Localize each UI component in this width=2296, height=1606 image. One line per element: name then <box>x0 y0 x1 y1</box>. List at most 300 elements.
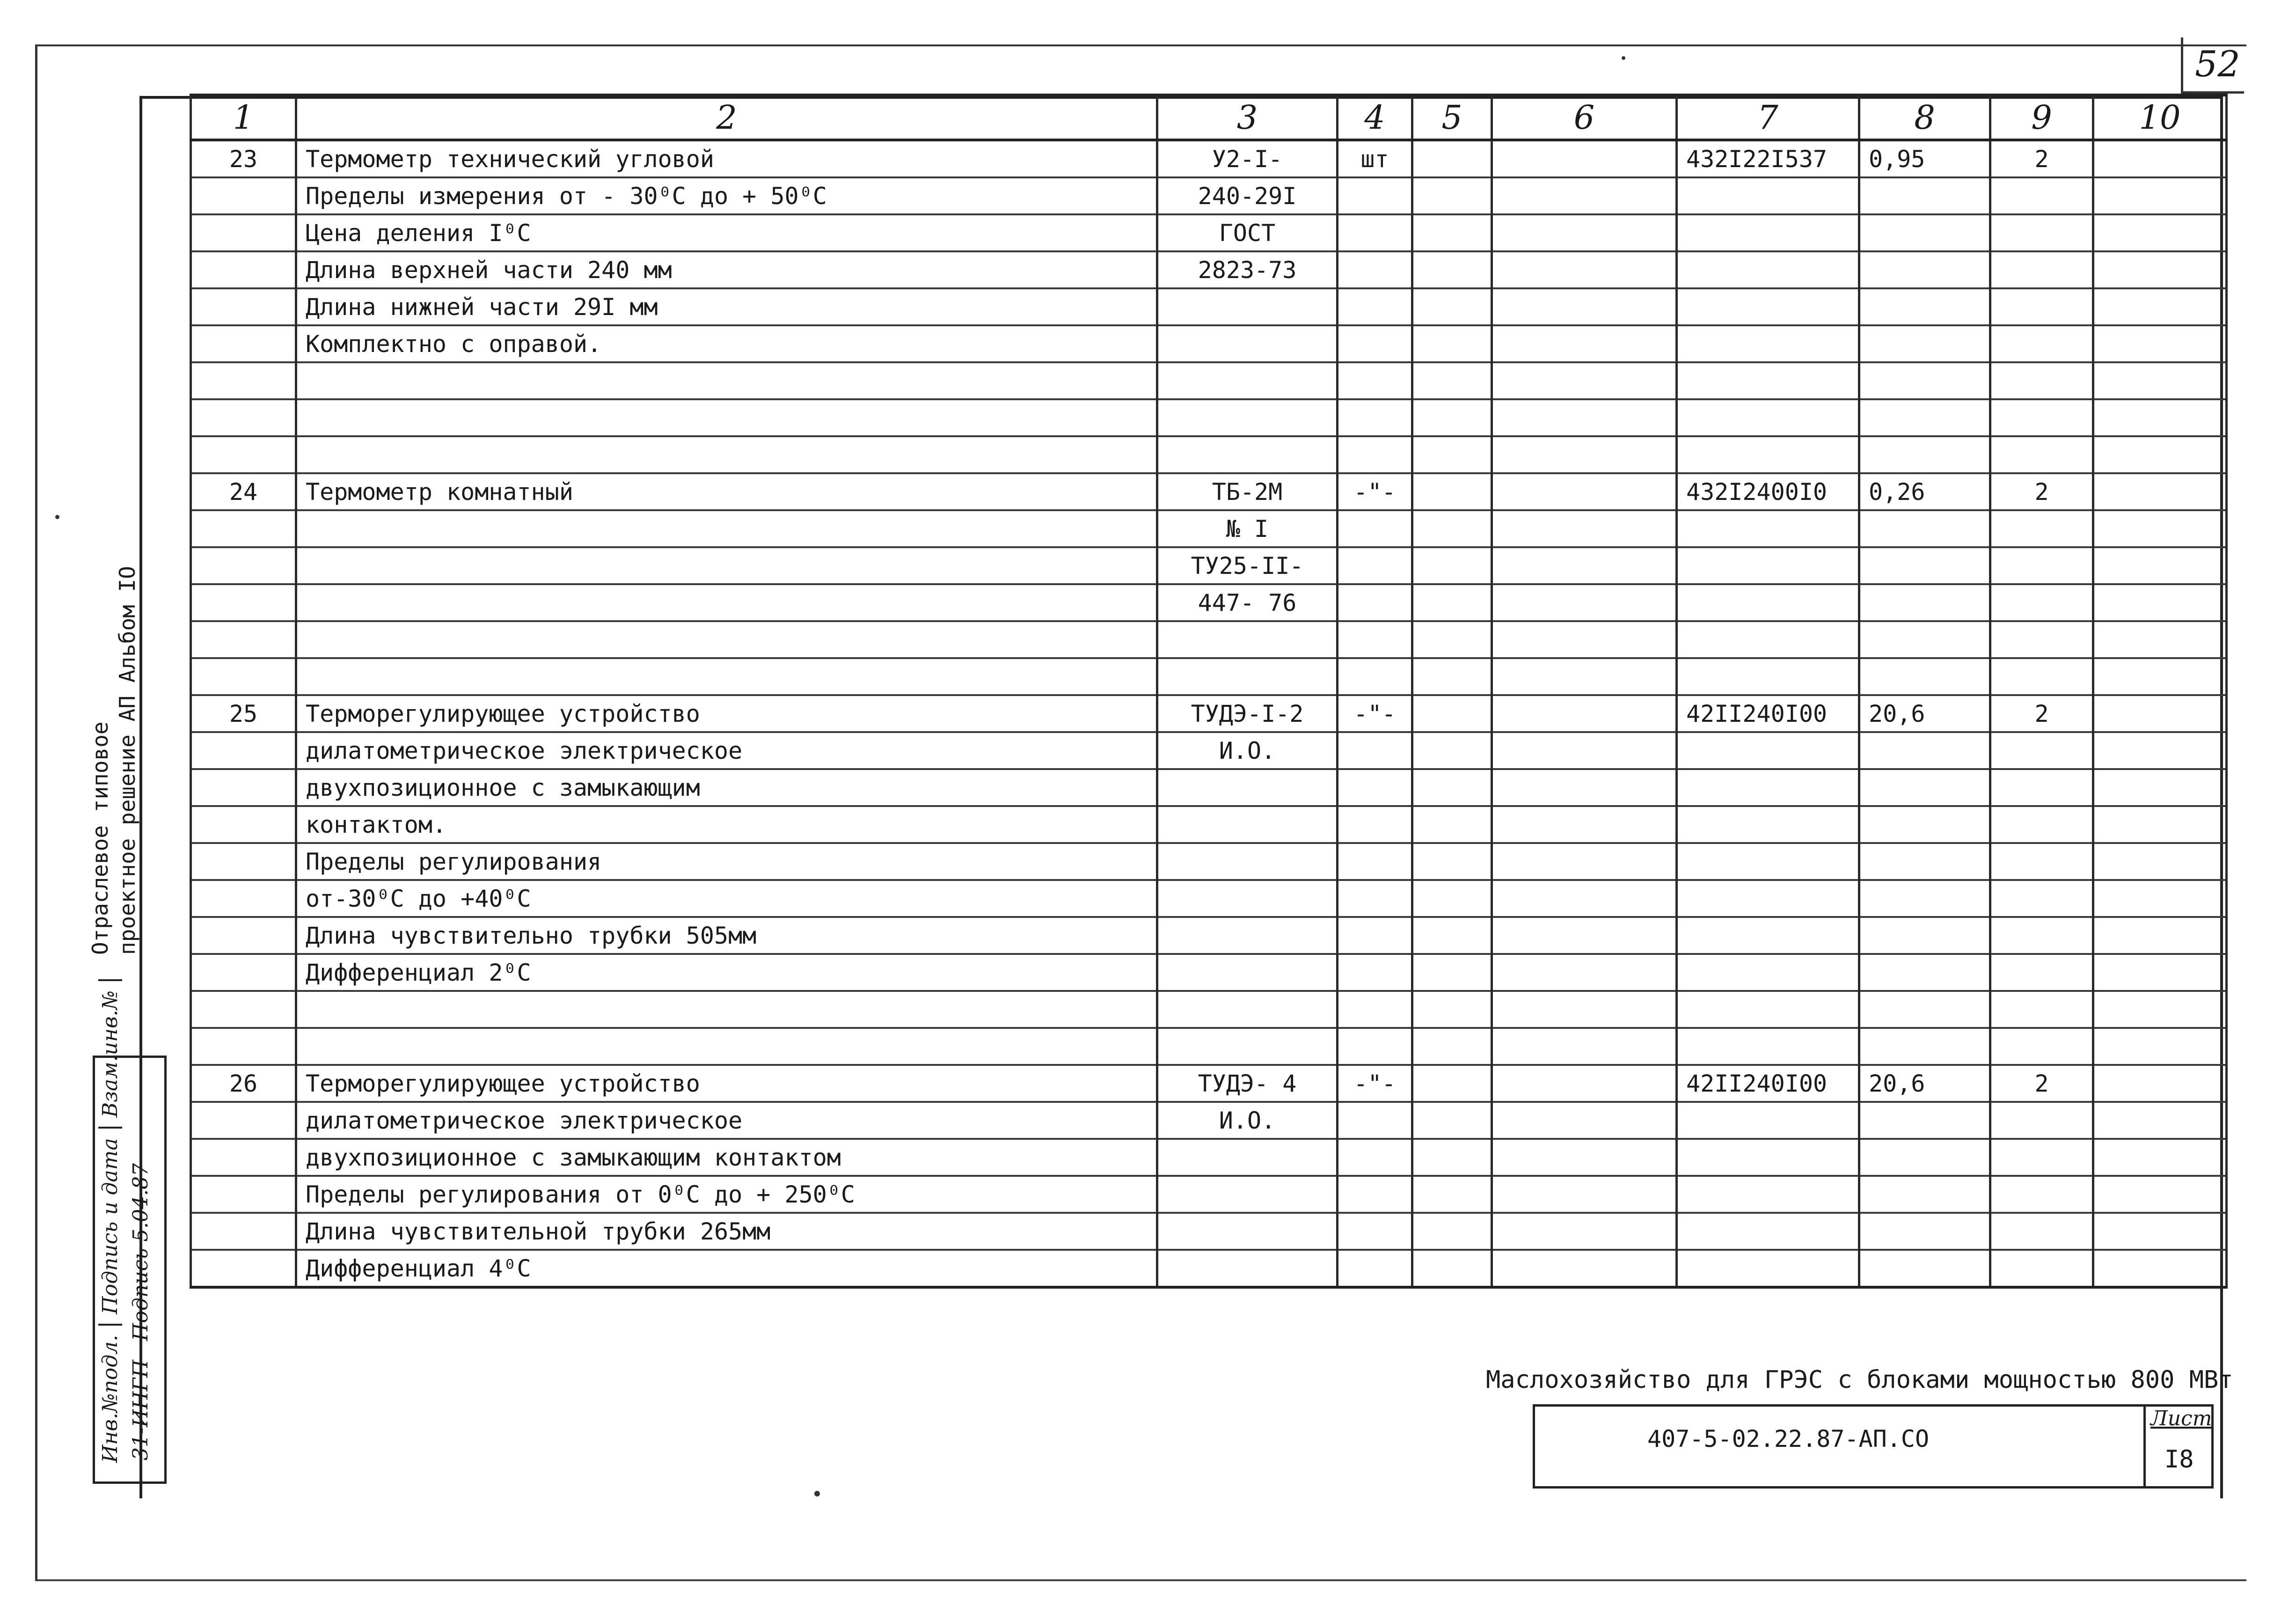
column-header: 1 <box>191 95 296 140</box>
table-cell <box>1338 917 1412 954</box>
table-cell <box>1492 769 1677 806</box>
table-cell <box>1157 1213 1338 1250</box>
table-cell <box>1157 436 1338 473</box>
table-cell <box>1492 473 1677 510</box>
table-cell <box>1412 288 1492 325</box>
table-cell <box>1859 954 1990 991</box>
table-cell <box>1859 288 1990 325</box>
table-row <box>191 843 2227 880</box>
table-cell <box>2093 436 2227 473</box>
table-cell <box>1412 584 1492 621</box>
table-row <box>191 806 2227 843</box>
table-cell <box>1677 621 1859 658</box>
table-cell <box>1990 880 2093 917</box>
scan-speck <box>1622 56 1625 60</box>
table-cell <box>1412 1102 1492 1139</box>
table-cell <box>2093 288 2227 325</box>
table-cell <box>1492 584 1677 621</box>
table-cell <box>1492 991 1677 1028</box>
table-cell <box>1492 251 1677 288</box>
document-caption: Маслохозяйство для ГРЭС с блоками мощностью 800 МВт <box>1486 1366 2233 1394</box>
table-cell <box>1338 621 1412 658</box>
table-cell: Цена деления I⁰C <box>296 214 1157 251</box>
table-cell <box>1338 1028 1412 1065</box>
table-cell <box>2093 1102 2227 1139</box>
table-cell <box>1677 1139 1859 1176</box>
table-cell <box>1859 1102 1990 1139</box>
table-cell <box>1157 991 1338 1028</box>
table-cell <box>2093 843 2227 880</box>
table-cell <box>191 1213 296 1250</box>
table-cell: № I <box>1157 510 1338 547</box>
table-cell: Термометр технический угловой <box>296 140 1157 177</box>
stamp-label-replacement: Взам.инв.№ <box>98 979 122 1127</box>
table-cell <box>1338 177 1412 214</box>
table-cell <box>1859 769 1990 806</box>
table-cell <box>1412 177 1492 214</box>
table-row <box>191 251 2227 288</box>
table-cell <box>191 177 296 214</box>
column-header: 6 <box>1492 95 1677 140</box>
table-cell <box>2093 473 2227 510</box>
table-cell <box>1859 436 1990 473</box>
table-cell <box>191 510 296 547</box>
table-cell <box>1338 769 1412 806</box>
table-cell <box>1990 214 2093 251</box>
table-cell <box>1492 214 1677 251</box>
table-cell <box>1492 954 1677 991</box>
table-cell <box>1157 362 1338 399</box>
table-row <box>191 140 2227 177</box>
table-cell <box>1412 362 1492 399</box>
table-cell <box>1157 954 1338 991</box>
table-cell <box>1990 769 2093 806</box>
table-cell <box>1859 362 1990 399</box>
table-cell <box>1492 1250 1677 1287</box>
column-header: 7 <box>1677 95 1859 140</box>
table-row <box>191 510 2227 547</box>
table-cell <box>2093 177 2227 214</box>
table-cell <box>191 288 296 325</box>
table-cell: -"- <box>1338 695 1412 732</box>
table-cell <box>1859 510 1990 547</box>
table-cell: Термометр комнатный <box>296 473 1157 510</box>
table-cell <box>1412 251 1492 288</box>
table-cell <box>191 991 296 1028</box>
table-cell <box>1859 1028 1990 1065</box>
table-cell <box>1157 621 1338 658</box>
table-cell <box>1412 880 1492 917</box>
table-cell <box>2093 584 2227 621</box>
table-cell <box>1859 214 1990 251</box>
column-header: 9 <box>1990 95 2093 140</box>
table-cell <box>1492 1176 1677 1213</box>
table-row <box>191 880 2227 917</box>
table-cell <box>1677 288 1859 325</box>
table-cell <box>1677 1176 1859 1213</box>
table-cell <box>1338 362 1412 399</box>
scan-speck <box>55 515 59 519</box>
table-cell: 432I22I537 <box>1677 140 1859 177</box>
table-cell: Длина нижней части 29I мм <box>296 288 1157 325</box>
table-cell <box>1990 325 2093 362</box>
table-cell <box>1338 1213 1412 1250</box>
table-cell: ГОСТ <box>1157 214 1338 251</box>
table-cell <box>1492 1028 1677 1065</box>
table-cell <box>1859 1213 1990 1250</box>
table-cell <box>191 1250 296 1287</box>
column-header: 8 <box>1859 95 1990 140</box>
table-cell <box>1492 1139 1677 1176</box>
table-cell <box>1859 732 1990 769</box>
table-cell <box>1859 991 1990 1028</box>
table-cell <box>1338 436 1412 473</box>
table-cell <box>1412 1176 1492 1213</box>
table-cell <box>1492 806 1677 843</box>
table-cell <box>1677 1102 1859 1139</box>
table-cell <box>1859 584 1990 621</box>
table-cell <box>1859 880 1990 917</box>
table-row <box>191 399 2227 436</box>
table-cell <box>1412 214 1492 251</box>
table-row <box>191 1102 2227 1139</box>
table-cell <box>1677 843 1859 880</box>
table-cell <box>1492 510 1677 547</box>
table-cell <box>1338 584 1412 621</box>
table-cell <box>296 547 1157 584</box>
table-cell <box>296 621 1157 658</box>
table-row <box>191 1250 2227 1287</box>
table-cell <box>1412 547 1492 584</box>
table-cell <box>1859 621 1990 658</box>
table-cell <box>1157 1028 1338 1065</box>
table-cell <box>1338 732 1412 769</box>
table-cell <box>1990 1250 2093 1287</box>
table-cell <box>2093 547 2227 584</box>
table-cell <box>1859 1139 1990 1176</box>
table-cell <box>1990 362 2093 399</box>
table-cell <box>1990 177 2093 214</box>
table-cell <box>1412 695 1492 732</box>
table-cell <box>1859 806 1990 843</box>
stamp-value-signature: Подпись 5.04.87 <box>129 1163 153 1341</box>
side-title-line-1: Отраслевое типовое <box>88 721 113 955</box>
side-title-line-2: проектное решение АП Альбом IO <box>115 566 140 955</box>
table-cell <box>1990 547 2093 584</box>
table-cell <box>191 843 296 880</box>
table-cell <box>191 325 296 362</box>
table-cell <box>1412 510 1492 547</box>
table-cell <box>191 658 296 695</box>
table-cell <box>1157 769 1338 806</box>
table-cell: 0,95 <box>1859 140 1990 177</box>
table-cell: У2-I- <box>1157 140 1338 177</box>
table-cell <box>296 1028 1157 1065</box>
document-code: 407-5-02.22.87-АП.СО <box>1647 1425 1930 1452</box>
table-cell: 432I2400I0 <box>1677 473 1859 510</box>
table-cell <box>1492 399 1677 436</box>
stamp-value-inventory: 31-ИНГП <box>129 1359 153 1460</box>
table-cell <box>1338 991 1412 1028</box>
table-cell <box>1412 917 1492 954</box>
table-cell <box>1157 843 1338 880</box>
table-cell <box>1338 214 1412 251</box>
table-cell <box>1338 1102 1412 1139</box>
table-cell <box>1492 917 1677 954</box>
table-row <box>191 288 2227 325</box>
table-cell <box>1412 1139 1492 1176</box>
table-row <box>191 1176 2227 1213</box>
table-cell <box>1859 399 1990 436</box>
table-cell <box>191 214 296 251</box>
table-cell: 42II240I00 <box>1677 695 1859 732</box>
table-cell <box>2093 1028 2227 1065</box>
table-cell <box>1338 658 1412 695</box>
table-cell <box>2093 1213 2227 1250</box>
table-cell <box>1859 177 1990 214</box>
table-cell: двухпозиционное с замыкающим <box>296 769 1157 806</box>
table-cell: 26 <box>191 1065 296 1102</box>
table-cell <box>2093 399 2227 436</box>
table-cell <box>1859 843 1990 880</box>
table-cell <box>1492 177 1677 214</box>
table-cell <box>2093 991 2227 1028</box>
table-cell: 42II240I00 <box>1677 1065 1859 1102</box>
table-cell <box>1990 288 2093 325</box>
table-cell <box>1412 732 1492 769</box>
table-cell <box>1157 399 1338 436</box>
table-cell <box>1157 1250 1338 1287</box>
table-cell <box>1492 325 1677 362</box>
table-cell <box>1859 325 1990 362</box>
table-cell <box>1990 399 2093 436</box>
table-cell: 2 <box>1990 1065 2093 1102</box>
table-cell <box>296 399 1157 436</box>
table-cell <box>1412 806 1492 843</box>
scan-speck <box>814 1491 820 1496</box>
table-cell: И.О. <box>1157 732 1338 769</box>
table-cell <box>1157 658 1338 695</box>
table-cell <box>296 584 1157 621</box>
table-row <box>191 177 2227 214</box>
table-cell <box>191 621 296 658</box>
table-cell: 25 <box>191 695 296 732</box>
table-cell <box>2093 806 2227 843</box>
table-cell <box>1677 732 1859 769</box>
table-cell: Пределы регулирования <box>296 843 1157 880</box>
column-header: 10 <box>2093 95 2227 140</box>
table-cell <box>2093 1139 2227 1176</box>
table-row <box>191 954 2227 991</box>
table-cell <box>1859 917 1990 954</box>
table-cell: от-30⁰C до +40⁰C <box>296 880 1157 917</box>
approval-stamp-text <box>98 979 122 1472</box>
stamp-label-inventory: Инв.№подл. <box>98 1324 122 1472</box>
table-cell: Длина чувствительно трубки 505мм <box>296 917 1157 954</box>
table-cell <box>1677 1213 1859 1250</box>
table-cell <box>1990 510 2093 547</box>
table-row <box>191 732 2227 769</box>
table-cell: Комплектно с оправой. <box>296 325 1157 362</box>
table-cell: 23 <box>191 140 296 177</box>
table-cell <box>1157 880 1338 917</box>
table-cell <box>1990 621 2093 658</box>
table-cell <box>1338 251 1412 288</box>
table-cell <box>1859 1176 1990 1213</box>
table-cell <box>191 584 296 621</box>
table-cell <box>1157 288 1338 325</box>
table-cell: ТУДЭ- 4 <box>1157 1065 1338 1102</box>
table-row <box>191 547 2227 584</box>
table-cell: 20,6 <box>1859 695 1990 732</box>
table-cell <box>1412 1250 1492 1287</box>
table-cell <box>1677 917 1859 954</box>
table-cell: 20,6 <box>1859 1065 1990 1102</box>
table-cell <box>191 362 296 399</box>
table-cell <box>1677 399 1859 436</box>
table-cell <box>1677 806 1859 843</box>
table-cell <box>296 510 1157 547</box>
table-cell <box>2093 214 2227 251</box>
table-cell <box>1412 1028 1492 1065</box>
table-cell <box>296 658 1157 695</box>
stamp-label-signature: Подпись и дата <box>98 1127 122 1323</box>
table-cell <box>191 769 296 806</box>
table-cell: 2 <box>1990 473 2093 510</box>
column-header: 4 <box>1338 95 1412 140</box>
table-cell <box>2093 658 2227 695</box>
table-row <box>191 1213 2227 1250</box>
table-cell: -"- <box>1338 1065 1412 1102</box>
table-cell <box>1677 1028 1859 1065</box>
table-cell <box>1338 843 1412 880</box>
table-cell <box>191 806 296 843</box>
table-cell: Дифференциал 2⁰C <box>296 954 1157 991</box>
table-cell <box>1338 1176 1412 1213</box>
table-cell: -"- <box>1338 473 1412 510</box>
table-cell <box>1157 917 1338 954</box>
table-cell <box>1677 769 1859 806</box>
table-cell <box>1412 769 1492 806</box>
table-cell <box>1338 806 1412 843</box>
approval-stamp-values <box>129 1154 153 1470</box>
table-cell <box>1677 362 1859 399</box>
table-cell <box>2093 1065 2227 1102</box>
table-cell: 2823-73 <box>1157 251 1338 288</box>
table-cell <box>1677 177 1859 214</box>
table-cell <box>191 1102 296 1139</box>
table-cell <box>2093 917 2227 954</box>
table-cell <box>191 436 296 473</box>
table-cell: Пределы измерения от - 30⁰C до + 50⁰C <box>296 177 1157 214</box>
table-cell <box>1412 621 1492 658</box>
table-cell <box>2093 880 2227 917</box>
table-cell <box>1677 584 1859 621</box>
table-cell: Длина чувствительной трубки 265мм <box>296 1213 1157 1250</box>
table-cell <box>1492 547 1677 584</box>
table-cell <box>2093 732 2227 769</box>
table-cell: шт <box>1338 140 1412 177</box>
table-cell: Длина верхней части 240 мм <box>296 251 1157 288</box>
table-cell <box>296 991 1157 1028</box>
table-cell <box>1677 954 1859 991</box>
table-cell <box>1990 251 2093 288</box>
table-cell <box>2093 140 2227 177</box>
table-cell <box>2093 769 2227 806</box>
table-cell <box>1412 1065 1492 1102</box>
table-cell <box>1412 473 1492 510</box>
table-cell <box>1677 1250 1859 1287</box>
table-cell: И.О. <box>1157 1102 1338 1139</box>
table-cell <box>1492 1102 1677 1139</box>
table-cell <box>1157 325 1338 362</box>
page-number: 52 <box>2195 43 2240 85</box>
table-row <box>191 473 2227 510</box>
table-cell: ТБ-2М <box>1157 473 1338 510</box>
table-cell: 24 <box>191 473 296 510</box>
table-cell <box>1157 1139 1338 1176</box>
table-cell <box>1492 732 1677 769</box>
table-cell <box>1677 510 1859 547</box>
table-cell <box>191 732 296 769</box>
table-cell <box>191 1176 296 1213</box>
table-row <box>191 436 2227 473</box>
table-cell: двухпозиционное с замыкающим контактом <box>296 1139 1157 1176</box>
table-cell: Терморегулирующее устройство <box>296 1065 1157 1102</box>
table-cell <box>1990 584 2093 621</box>
table-cell: 2 <box>1990 695 2093 732</box>
table-cell <box>1990 1028 2093 1065</box>
table-cell <box>2093 621 2227 658</box>
sheet-label: Лист <box>2150 1407 2212 1430</box>
table-cell: контактом. <box>296 806 1157 843</box>
table-cell <box>1412 843 1492 880</box>
table-cell <box>1677 658 1859 695</box>
table-cell <box>2093 510 2227 547</box>
table-cell <box>1412 954 1492 991</box>
table-cell <box>1990 806 2093 843</box>
table-cell <box>1338 1139 1412 1176</box>
table-header-row <box>191 95 2227 140</box>
table-cell <box>191 399 296 436</box>
table-cell <box>191 251 296 288</box>
table-cell <box>1859 1250 1990 1287</box>
table-cell <box>1492 658 1677 695</box>
column-header: 5 <box>1412 95 1492 140</box>
table-cell <box>1338 510 1412 547</box>
table-cell <box>1990 843 2093 880</box>
sheet-number: I8 <box>2164 1445 2194 1474</box>
table-row <box>191 325 2227 362</box>
specification-table <box>190 94 2225 1367</box>
table-cell <box>1492 843 1677 880</box>
table-row <box>191 1065 2227 1102</box>
table-row <box>191 584 2227 621</box>
table-cell: Дифференциал 4⁰C <box>296 1250 1157 1287</box>
table-cell <box>1338 547 1412 584</box>
table-cell <box>1492 140 1677 177</box>
table-row <box>191 695 2227 732</box>
table-cell <box>1677 214 1859 251</box>
table-row <box>191 362 2227 399</box>
table-cell <box>1677 325 1859 362</box>
table-cell <box>1990 917 2093 954</box>
table-cell <box>1492 1213 1677 1250</box>
table-cell <box>1338 954 1412 991</box>
table-cell <box>1492 695 1677 732</box>
table-cell <box>191 1139 296 1176</box>
table-cell: дилатометрическое электрическое <box>296 1102 1157 1139</box>
